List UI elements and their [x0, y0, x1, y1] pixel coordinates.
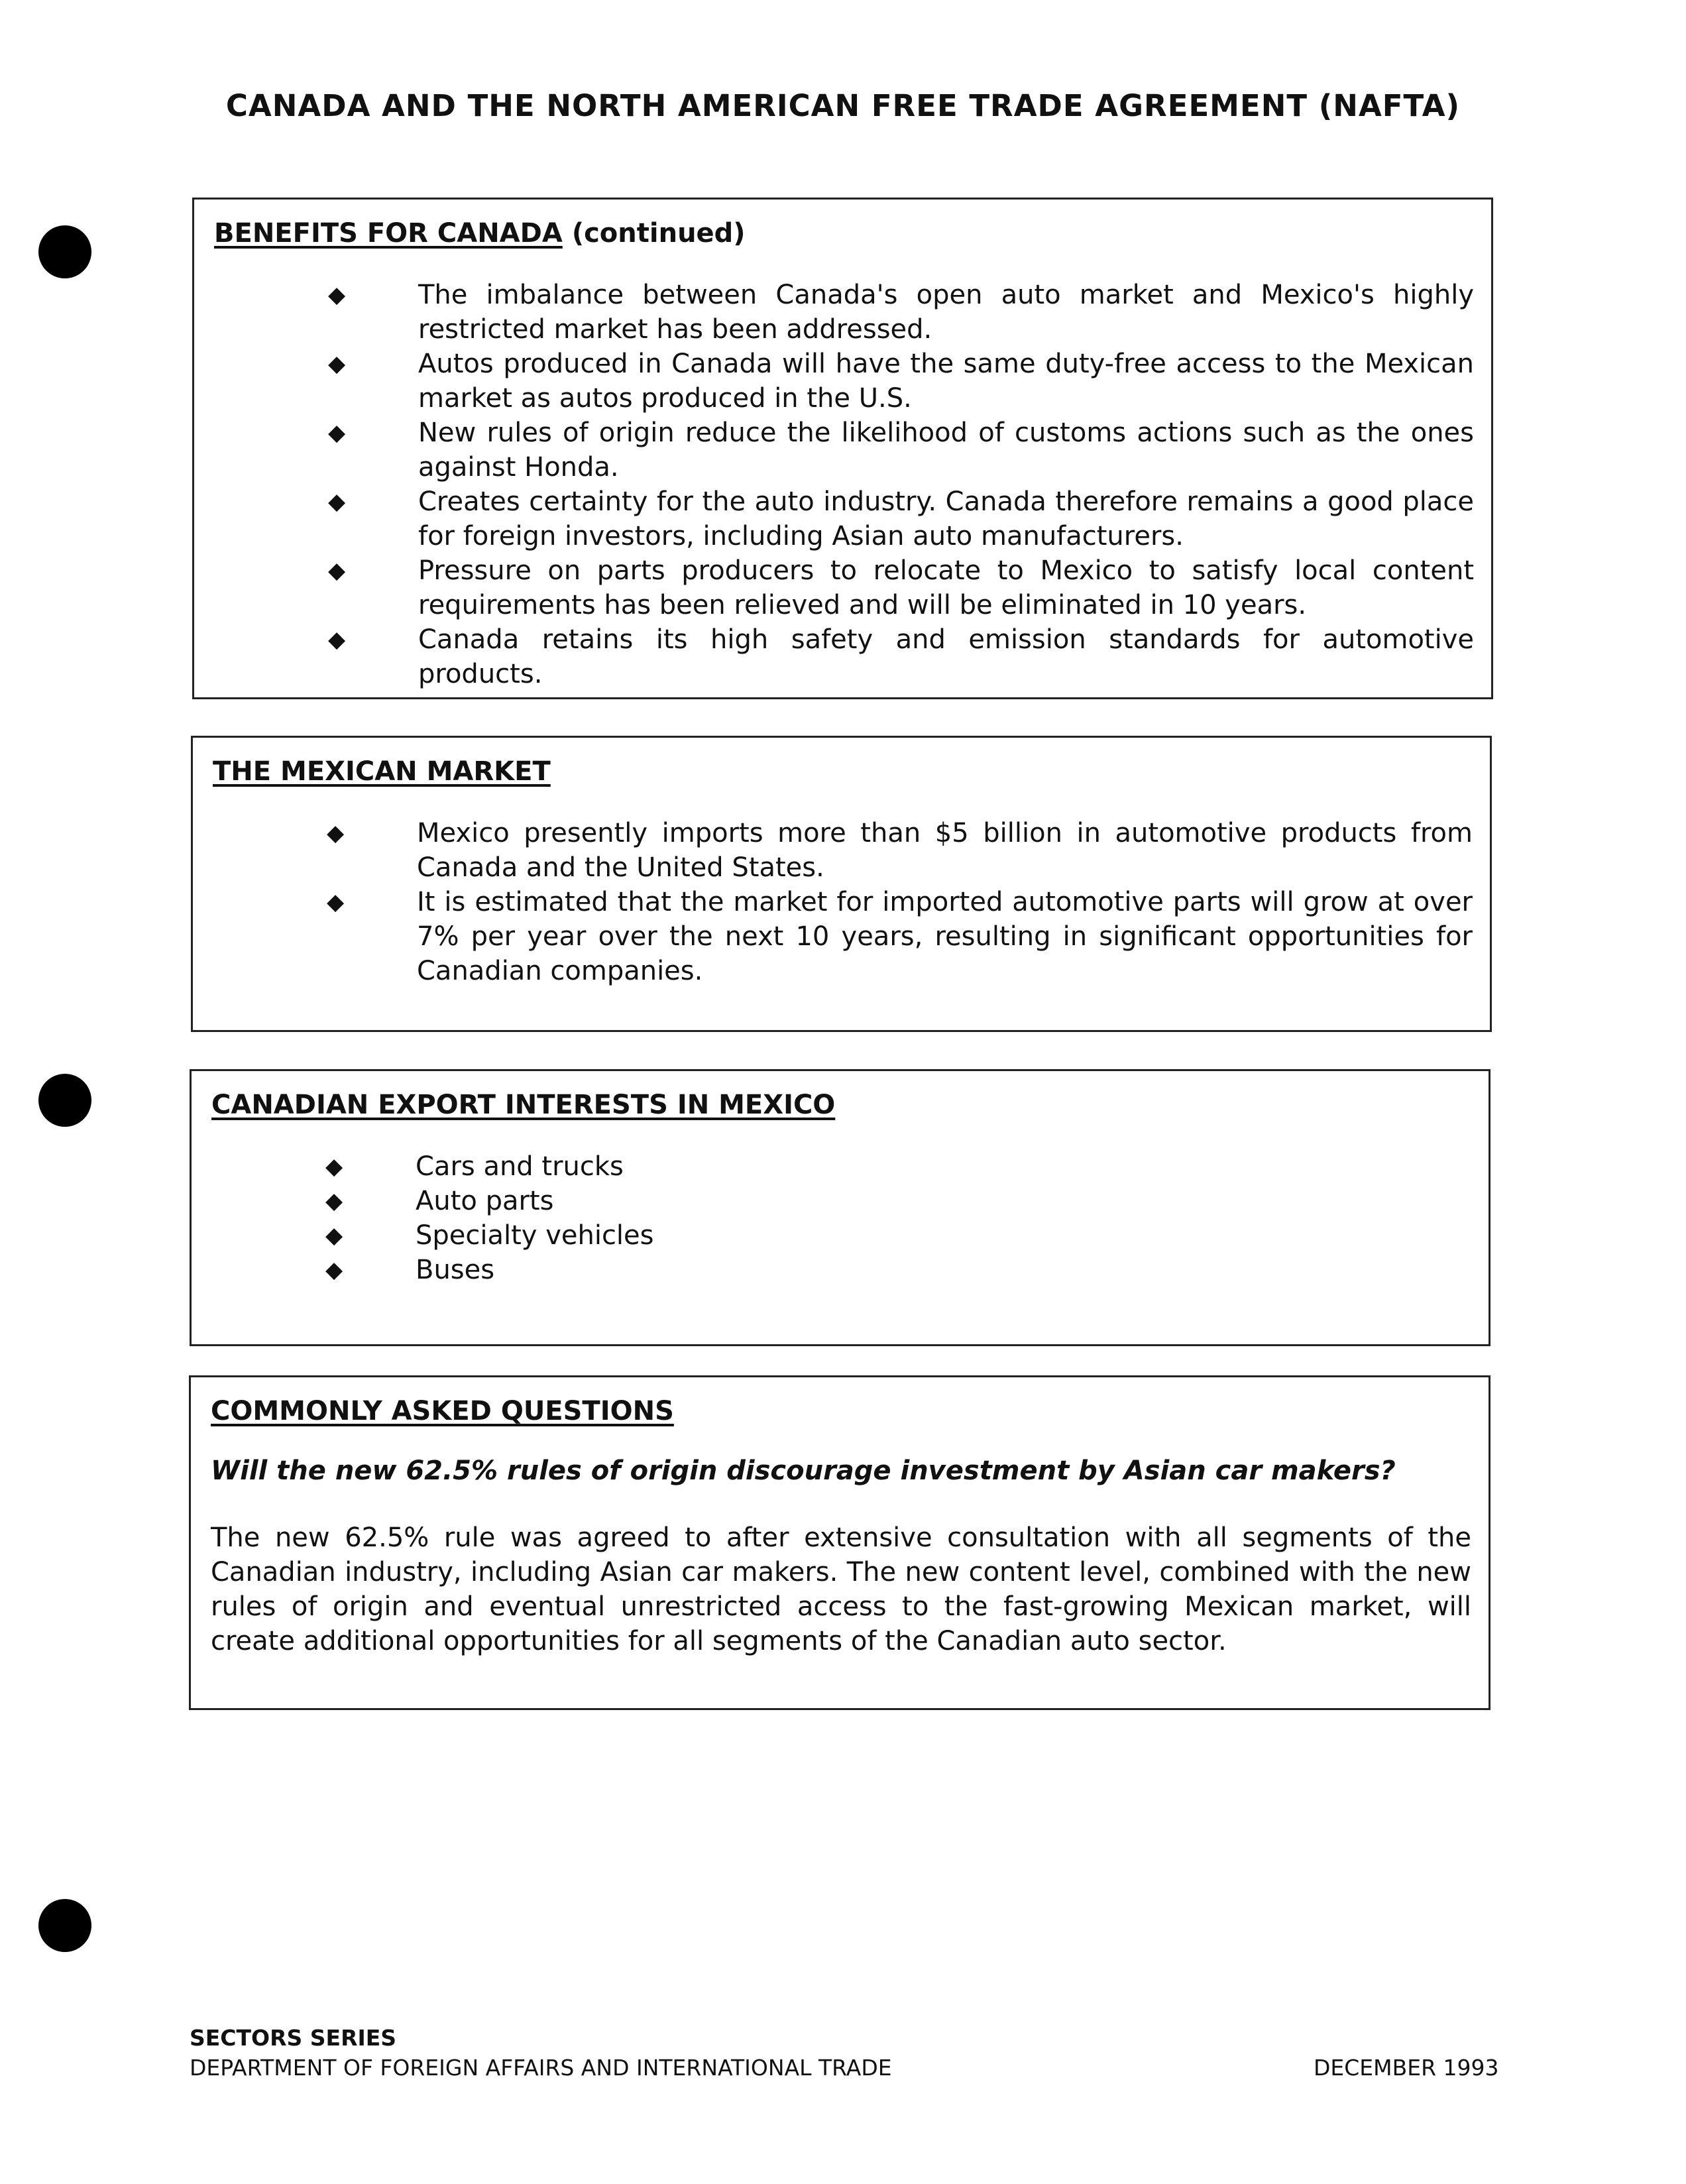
benefits-heading-note: (continued): [571, 218, 746, 249]
list-item: ◆ Canada retains its high safety and emission standards for automotive products.: [214, 622, 1474, 691]
exports-box: [190, 1069, 1490, 1346]
list-item: ◆ Mexico presently imports more than $5 billion in automotive products from Canada and the United States.: [213, 816, 1473, 885]
diamond-bullet-icon: ◆: [328, 351, 346, 377]
exports-heading-text: CANADIAN EXPORT INTERESTS IN MEXICO: [211, 1090, 836, 1120]
diamond-bullet-icon: ◆: [327, 889, 345, 915]
list-item: ◆ The imbalance between Canada's open auto market and Mexico's highly restricted market has been addressed.: [214, 278, 1474, 347]
faq-heading: [211, 1396, 1471, 1426]
exports-heading: [211, 1090, 1471, 1120]
benefits-heading-text: BENEFITS FOR CANADA: [214, 218, 563, 249]
diamond-bullet-icon: ◆: [325, 1188, 343, 1214]
footer-date: DECEMBER 1993: [1314, 2055, 1499, 2081]
list-item: ◆ Cars and trucks: [211, 1149, 1471, 1184]
market-heading-text: THE MEXICAN MARKET: [213, 756, 551, 787]
page-title: CANADA AND THE NORTH AMERICAN FREE TRADE AGREEMENT (NAFTA): [225, 88, 1461, 123]
footer-series: SECTORS SERIES: [190, 2025, 397, 2051]
benefits-list: [214, 278, 1474, 691]
benefits-heading: [214, 218, 1474, 249]
diamond-bullet-icon: ◆: [327, 820, 345, 846]
punch-hole-middle: [38, 1074, 91, 1127]
diamond-bullet-icon: ◆: [328, 489, 346, 515]
diamond-bullet-icon: ◆: [328, 626, 346, 653]
diamond-bullet-icon: ◆: [325, 1222, 343, 1249]
diamond-bullet-icon: ◆: [325, 1153, 343, 1180]
punch-hole-bottom: [38, 1899, 91, 1952]
list-item: ◆ Specialty vehicles: [211, 1218, 1471, 1253]
faq-heading-text: COMMONLY ASKED QUESTIONS: [211, 1396, 674, 1426]
list-item: ◆ New rules of origin reduce the likelihood of customs actions such as the ones against Honda.: [214, 416, 1474, 485]
footer-department: DEPARTMENT OF FOREIGN AFFAIRS AND INTERNATIONAL TRADE: [190, 2055, 892, 2081]
list-item: ◆ It is estimated that the market for imported automotive parts will grow at over 7% per year over the next 10 years, resulting in significant opportunities for Canadian companies.: [213, 885, 1473, 988]
faq-question: Will the new 62.5% rules of origin discourage investment by Asian car makers?: [211, 1456, 1396, 1486]
list-item: ◆ Creates certainty for the auto industry. Canada therefore remains a good place for foreign investors, including Asian auto manufacturers.: [214, 485, 1474, 553]
market-box: [191, 736, 1492, 1032]
market-list: [213, 816, 1473, 988]
list-item: ◆ Auto parts: [211, 1184, 1471, 1218]
list-item: ◆ Buses: [211, 1253, 1471, 1287]
diamond-bullet-icon: ◆: [328, 282, 346, 308]
list-item: ◆ Pressure on parts producers to relocate to Mexico to satisfy local content requirements has been relieved and will be eliminated in 10 years.: [214, 553, 1474, 622]
benefits-box: [192, 198, 1493, 699]
punch-hole-top: [38, 225, 91, 278]
diamond-bullet-icon: ◆: [325, 1257, 343, 1283]
faq-answer: The new 62.5% rule was agreed to after extensive consultation with all segments of the Canadian industry, including Asian car makers. The new content level, combined with the new rules of origin and eventual unrestricted access to the fast-growing Mexican market, will create additional opportunities for all segments of the Canadian auto sector.: [211, 1523, 1471, 1656]
diamond-bullet-icon: ◆: [328, 420, 346, 446]
diamond-bullet-icon: ◆: [328, 557, 346, 584]
faq-box: [189, 1375, 1490, 1710]
list-item: ◆ Autos produced in Canada will have the same duty-free access to the Mexican market as autos produced in the U.S.: [214, 347, 1474, 416]
market-heading: [213, 756, 1473, 787]
exports-list: [211, 1149, 1471, 1287]
